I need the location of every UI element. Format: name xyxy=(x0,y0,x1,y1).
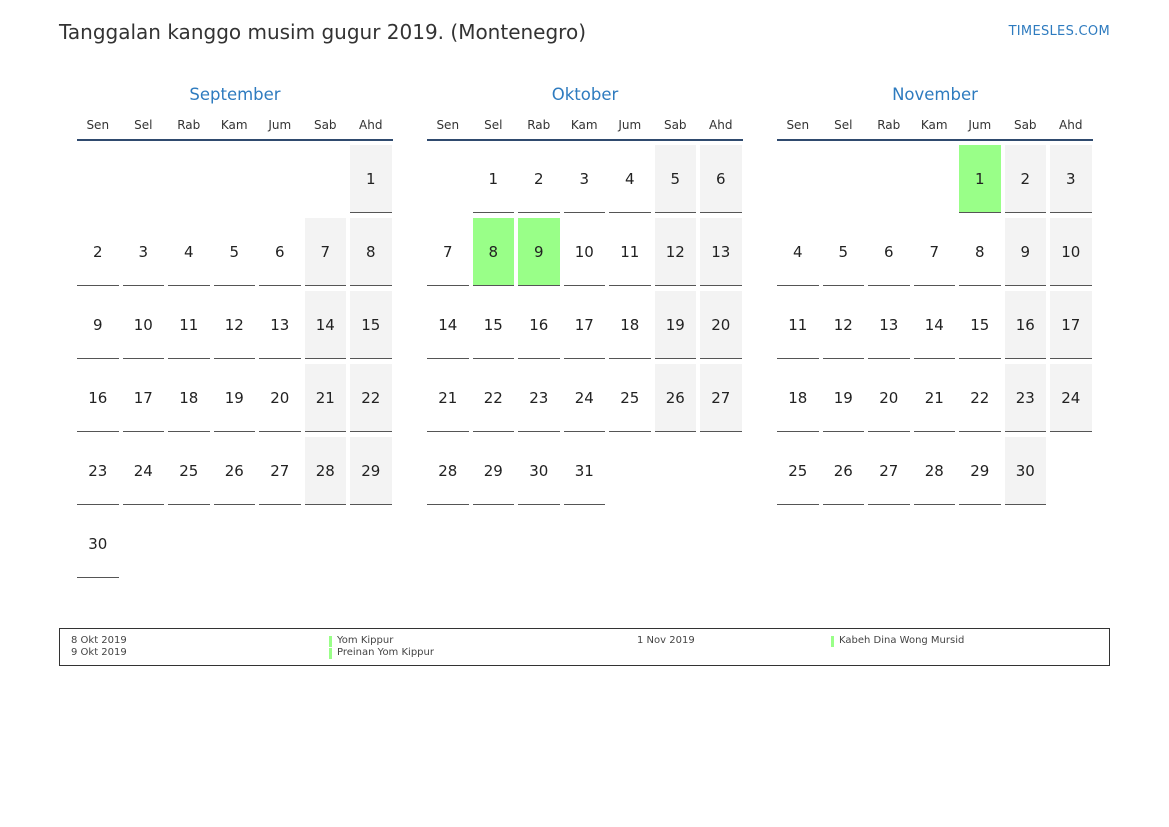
weeks xyxy=(77,145,393,578)
empty-day-cell xyxy=(1050,437,1092,505)
day-cell[interactable]: 13 xyxy=(868,291,910,359)
day-cell[interactable]: 23 xyxy=(77,437,119,505)
legend-item xyxy=(329,647,434,659)
day-cell[interactable]: 25 xyxy=(168,437,210,505)
week-row xyxy=(77,145,393,213)
day-cell[interactable]: 20 xyxy=(700,291,742,359)
week-row xyxy=(777,364,1093,432)
day-cell[interactable]: 26 xyxy=(823,437,865,505)
empty-day-cell xyxy=(214,510,256,578)
day-cell[interactable]: 19 xyxy=(214,364,256,432)
weekday-header xyxy=(427,111,743,141)
empty-day-cell xyxy=(868,145,910,213)
weekday-label: Ahd xyxy=(709,118,733,132)
day-cell[interactable]: 27 xyxy=(868,437,910,505)
legend-holiday-name: Yom Kippur xyxy=(337,635,394,646)
day-cell[interactable]: 10 xyxy=(1050,218,1092,286)
site-link[interactable]: TIMESLES.COM xyxy=(1008,24,1110,39)
day-cell[interactable]: 19 xyxy=(655,291,697,359)
day-cell[interactable]: 29 xyxy=(959,437,1001,505)
day-cell[interactable]: 6 xyxy=(700,145,742,213)
day-cell[interactable]: 8 xyxy=(350,218,392,286)
week-row xyxy=(777,291,1093,359)
day-cell[interactable]: 3 xyxy=(1050,145,1092,213)
day-cell[interactable]: 8 xyxy=(473,218,515,286)
weekday-label: Rab xyxy=(877,118,901,132)
day-cell[interactable]: 6 xyxy=(868,218,910,286)
day-cell[interactable]: 30 xyxy=(77,510,119,578)
day-cell[interactable]: 25 xyxy=(777,437,819,505)
weekday-label: Sel xyxy=(134,118,153,132)
legend-item xyxy=(831,635,964,647)
empty-day-cell xyxy=(350,510,392,578)
day-cell[interactable]: 9 xyxy=(77,291,119,359)
legend-dates-october xyxy=(71,635,127,659)
weekday-label: Sab xyxy=(1013,118,1037,132)
empty-day-cell xyxy=(168,510,210,578)
holiday-color-marker xyxy=(329,648,332,659)
day-cell[interactable]: 2 xyxy=(518,145,560,213)
day-cell[interactable]: 11 xyxy=(609,218,651,286)
day-cell[interactable]: 16 xyxy=(1005,291,1047,359)
day-cell[interactable]: 24 xyxy=(1050,364,1092,432)
weekday-label: Sab xyxy=(313,118,337,132)
empty-day-cell xyxy=(655,437,697,505)
weekday-label: Ahd xyxy=(359,118,383,132)
weekday-label: Kam xyxy=(920,118,948,132)
legend-date: 9 Okt 2019 xyxy=(71,647,127,658)
empty-day-cell xyxy=(77,145,119,213)
day-cell[interactable]: 15 xyxy=(959,291,1001,359)
week-row xyxy=(77,510,393,578)
legend-dates-november xyxy=(637,635,695,647)
weekday-label: Jum xyxy=(618,118,642,132)
day-cell[interactable]: 10 xyxy=(123,291,165,359)
empty-day-cell xyxy=(427,145,469,213)
empty-day-cell xyxy=(914,145,956,213)
day-cell[interactable]: 6 xyxy=(259,218,301,286)
day-cell[interactable]: 30 xyxy=(518,437,560,505)
day-cell[interactable]: 23 xyxy=(1005,364,1047,432)
day-cell[interactable]: 3 xyxy=(123,218,165,286)
day-cell[interactable]: 14 xyxy=(305,291,347,359)
week-row xyxy=(77,437,393,505)
day-cell[interactable]: 13 xyxy=(259,291,301,359)
empty-day-cell xyxy=(305,145,347,213)
day-cell[interactable]: 3 xyxy=(564,145,606,213)
empty-day-cell xyxy=(123,510,165,578)
empty-day-cell xyxy=(305,510,347,578)
day-cell[interactable]: 1 xyxy=(959,145,1001,213)
day-cell[interactable]: 21 xyxy=(427,364,469,432)
week-row xyxy=(777,437,1093,505)
day-cell[interactable]: 14 xyxy=(427,291,469,359)
day-cell[interactable]: 14 xyxy=(914,291,956,359)
weekday-label: Sen xyxy=(86,118,110,132)
weekday-label: Sen xyxy=(436,118,460,132)
day-cell[interactable]: 31 xyxy=(564,437,606,505)
legend-names-october xyxy=(329,635,434,659)
week-row xyxy=(77,291,393,359)
day-cell[interactable]: 28 xyxy=(914,437,956,505)
page-title: Tanggalan kanggo musim gugur 2019. (Montenegro) xyxy=(59,20,587,44)
empty-day-cell xyxy=(700,437,742,505)
day-cell[interactable]: 2 xyxy=(77,218,119,286)
day-cell[interactable]: 20 xyxy=(259,364,301,432)
week-row xyxy=(777,145,1093,213)
day-cell[interactable]: 1 xyxy=(473,145,515,213)
day-cell[interactable]: 16 xyxy=(518,291,560,359)
month-title: November xyxy=(892,85,978,104)
weekday-header xyxy=(777,111,1093,141)
day-cell[interactable]: 2 xyxy=(1005,145,1047,213)
day-cell[interactable]: 18 xyxy=(168,364,210,432)
day-cell[interactable]: 12 xyxy=(655,218,697,286)
week-row xyxy=(427,291,743,359)
day-cell[interactable]: 10 xyxy=(564,218,606,286)
legend-date: 8 Okt 2019 xyxy=(71,635,127,646)
day-cell[interactable]: 26 xyxy=(214,437,256,505)
legend-date: 1 Nov 2019 xyxy=(637,635,695,646)
empty-day-cell xyxy=(123,145,165,213)
day-cell[interactable]: 16 xyxy=(77,364,119,432)
day-cell[interactable]: 8 xyxy=(959,218,1001,286)
day-cell[interactable]: 5 xyxy=(655,145,697,213)
day-cell[interactable]: 5 xyxy=(214,218,256,286)
day-cell[interactable]: 25 xyxy=(609,364,651,432)
day-cell[interactable]: 12 xyxy=(823,291,865,359)
empty-day-cell xyxy=(168,145,210,213)
weeks xyxy=(777,145,1093,505)
weekday-label: Sel xyxy=(484,118,503,132)
day-cell[interactable]: 23 xyxy=(518,364,560,432)
day-cell[interactable]: 9 xyxy=(1005,218,1047,286)
weeks xyxy=(427,145,743,505)
month-0 xyxy=(77,84,393,583)
empty-day-cell xyxy=(259,510,301,578)
week-row xyxy=(427,218,743,286)
day-cell[interactable]: 1 xyxy=(350,145,392,213)
weekday-label: Sel xyxy=(834,118,853,132)
day-cell[interactable]: 18 xyxy=(609,291,651,359)
day-cell[interactable]: 29 xyxy=(473,437,515,505)
month-2 xyxy=(777,84,1093,510)
month-title: Oktober xyxy=(551,85,619,104)
weekday-label: Kam xyxy=(570,118,598,132)
day-cell[interactable]: 5 xyxy=(823,218,865,286)
week-row xyxy=(77,218,393,286)
weekday-label: Rab xyxy=(527,118,551,132)
holiday-legend xyxy=(59,628,1110,666)
empty-day-cell xyxy=(777,145,819,213)
day-cell[interactable]: 7 xyxy=(305,218,347,286)
day-cell[interactable]: 22 xyxy=(959,364,1001,432)
day-cell[interactable]: 17 xyxy=(1050,291,1092,359)
day-cell[interactable]: 28 xyxy=(305,437,347,505)
week-row xyxy=(427,145,743,213)
weekday-label: Sab xyxy=(663,118,687,132)
day-cell[interactable]: 12 xyxy=(214,291,256,359)
day-cell[interactable]: 7 xyxy=(427,218,469,286)
day-cell[interactable]: 11 xyxy=(168,291,210,359)
day-cell[interactable]: 24 xyxy=(123,437,165,505)
day-cell[interactable]: 19 xyxy=(823,364,865,432)
day-cell[interactable]: 17 xyxy=(564,291,606,359)
week-row xyxy=(427,364,743,432)
day-cell[interactable]: 22 xyxy=(473,364,515,432)
day-cell[interactable]: 27 xyxy=(259,437,301,505)
legend-holiday-name: Preinan Yom Kippur xyxy=(337,647,434,658)
day-cell[interactable]: 4 xyxy=(609,145,651,213)
day-cell[interactable]: 9 xyxy=(518,218,560,286)
empty-day-cell xyxy=(214,145,256,213)
day-cell[interactable]: 21 xyxy=(914,364,956,432)
day-cell[interactable]: 15 xyxy=(350,291,392,359)
day-cell[interactable]: 4 xyxy=(777,218,819,286)
day-cell[interactable]: 21 xyxy=(305,364,347,432)
weekday-label: Rab xyxy=(177,118,201,132)
day-cell[interactable]: 20 xyxy=(868,364,910,432)
week-row xyxy=(77,364,393,432)
day-cell[interactable]: 17 xyxy=(123,364,165,432)
day-cell[interactable]: 4 xyxy=(168,218,210,286)
day-cell[interactable]: 27 xyxy=(700,364,742,432)
day-cell[interactable]: 24 xyxy=(564,364,606,432)
day-cell[interactable]: 13 xyxy=(700,218,742,286)
week-row xyxy=(427,437,743,505)
weekday-label: Jum xyxy=(268,118,292,132)
day-cell[interactable]: 18 xyxy=(777,364,819,432)
legend-holiday-name: Kabeh Dina Wong Mursid xyxy=(839,635,965,646)
holiday-color-marker xyxy=(329,636,332,647)
weekday-label: Sen xyxy=(786,118,810,132)
day-cell[interactable]: 29 xyxy=(350,437,392,505)
month-title: September xyxy=(189,85,281,104)
day-cell[interactable]: 11 xyxy=(777,291,819,359)
day-cell[interactable]: 15 xyxy=(473,291,515,359)
weekday-label: Kam xyxy=(220,118,248,132)
day-cell[interactable]: 26 xyxy=(655,364,697,432)
empty-day-cell xyxy=(259,145,301,213)
week-row xyxy=(777,218,1093,286)
weekday-label: Jum xyxy=(968,118,992,132)
day-cell[interactable]: 28 xyxy=(427,437,469,505)
legend-item xyxy=(329,635,434,647)
day-cell[interactable]: 22 xyxy=(350,364,392,432)
empty-day-cell xyxy=(609,437,651,505)
weekday-header xyxy=(77,111,393,141)
legend-names-november xyxy=(831,635,964,647)
day-cell[interactable]: 30 xyxy=(1005,437,1047,505)
empty-day-cell xyxy=(823,145,865,213)
weekday-label: Ahd xyxy=(1059,118,1083,132)
holiday-color-marker xyxy=(831,636,834,647)
month-1 xyxy=(427,84,743,510)
day-cell[interactable]: 7 xyxy=(914,218,956,286)
